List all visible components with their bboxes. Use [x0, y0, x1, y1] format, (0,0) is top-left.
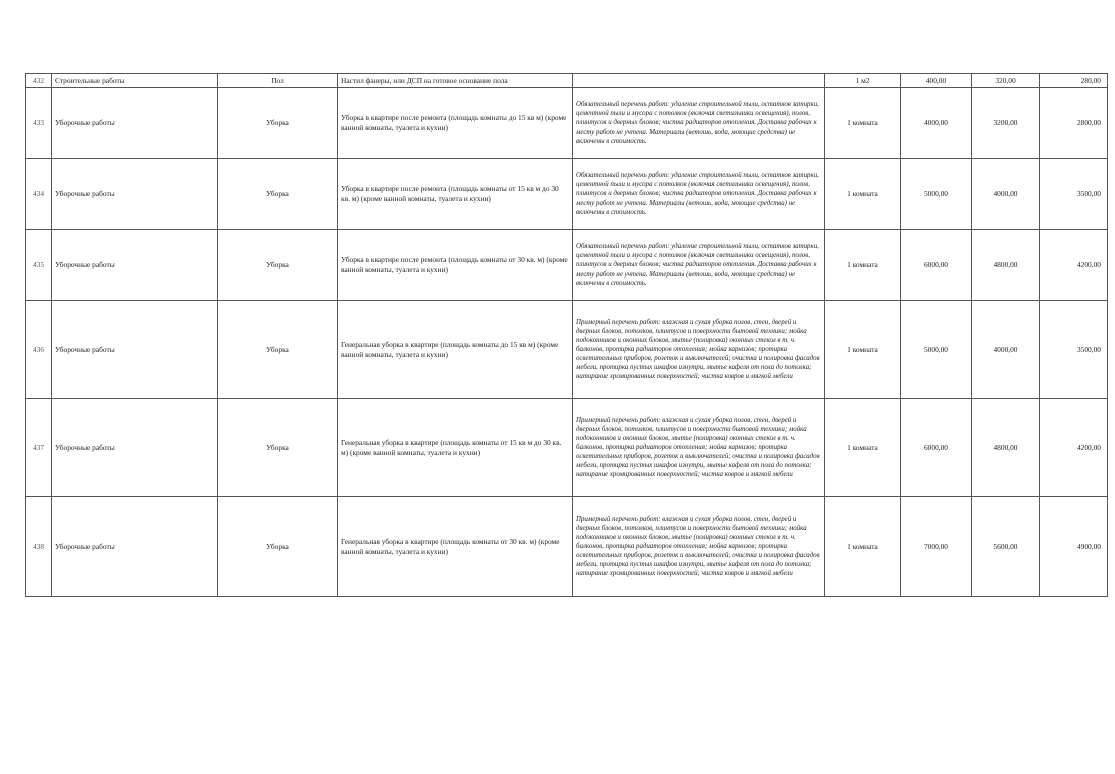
price-column-3: 3500,00 [1040, 159, 1108, 230]
work-name: Настил фанеры, или ДСП на готовое основание пола [338, 74, 573, 88]
table-row [26, 497, 1108, 597]
work-name: Генеральная уборка в квартире (площадь комнаты от 30 кв. м) (кроме ванной комнаты, туалета и кухни) [338, 497, 573, 597]
work-type: Уборка [218, 159, 338, 230]
price-column-2: 320,00 [972, 74, 1040, 88]
price-column-1: 4000,00 [901, 88, 972, 159]
table-row [26, 159, 1108, 230]
unit-of-measure: 1 комната [825, 399, 901, 497]
work-description: Обязательный перечень работ: удаление строительной пыли, остатков затирки, цементной пыли и мусора с потолков (включая светильники освещения), полов, плинтусов и дверных блоков; чистка радиаторов отопления. Доставка рабочих к месту работ не учтена. Материалы (ветошь, вода, моющие средства) не включены в стоимость. [573, 230, 825, 301]
unit-of-measure: 1 комната [825, 230, 901, 301]
table-row [26, 301, 1108, 399]
price-column-2: 4800,00 [972, 230, 1040, 301]
work-type: Пол [218, 74, 338, 88]
table-body [26, 74, 1108, 597]
work-name: Генеральная уборка в квартире (площадь комнаты до 15 кв м) (кроме ванной комнаты, туалета и кухни) [338, 301, 573, 399]
price-column-3: 4900,00 [1040, 497, 1108, 597]
work-description: Примерный перечень работ: влажная и сухая уборка полов, стен, дверей и дверных блоков, потолков, плинтусов и поверхности бытовой техники; мойка подоконников и оконных блоков, мытье (полировка) оконных стекол в т. ч. балконов, протирка радиаторов отопления; мойка карнизов; протирка осветительных приборов, розеток и выключателей; очистка и полировка фасадов мебели, протирка пустых шкафов изнутри, мытье кафеля от пола до потолка; натирание хромированных поверхностей; чистка ковров и мягкой мебели [573, 301, 825, 399]
row-number: 438 [26, 497, 52, 597]
table-row [26, 399, 1108, 497]
price-column-1: 5000,00 [901, 159, 972, 230]
unit-of-measure: 1 комната [825, 497, 901, 597]
price-column-1: 7000,00 [901, 497, 972, 597]
work-category: Уборочные работы [52, 230, 218, 301]
work-category: Строительные работы [52, 74, 218, 88]
price-column-3: 4200,00 [1040, 230, 1108, 301]
row-number: 437 [26, 399, 52, 497]
work-category: Уборочные работы [52, 301, 218, 399]
work-name: Уборка в квартире после ремонта (площадь комнаты от 15 кв м до 30 кв. м) (кроме ванной комнаты, туалета и кухни) [338, 159, 573, 230]
unit-of-measure: 1 комната [825, 301, 901, 399]
unit-of-measure: 1 комната [825, 88, 901, 159]
work-name: Генеральная уборка в квартире (площадь комнаты от 15 кв м до 30 кв. м) (кроме ванной комнаты, туалета и кухни) [338, 399, 573, 497]
price-column-2: 4000,00 [972, 301, 1040, 399]
table-row [26, 230, 1108, 301]
work-description: Обязательный перечень работ: удаление строительной пыли, остатков затирки, цементной пыли и мусора с потолков (включая светильники освещения), полов, плинтусов и дверных блоков; чистка радиаторов отопления. Доставка рабочих к месту работ не учтена. Материалы (ветошь, вода, моющие средства) не включены в стоимость. [573, 159, 825, 230]
work-category: Уборочные работы [52, 497, 218, 597]
row-number: 436 [26, 301, 52, 399]
price-table [25, 73, 1108, 597]
price-column-1: 6000,00 [901, 399, 972, 497]
work-type: Уборка [218, 497, 338, 597]
row-number: 434 [26, 159, 52, 230]
work-type: Уборка [218, 230, 338, 301]
work-type: Уборка [218, 88, 338, 159]
unit-of-measure: 1 м2 [825, 74, 901, 88]
price-list-sheet [25, 73, 1107, 597]
work-type: Уборка [218, 301, 338, 399]
table-row [26, 88, 1108, 159]
price-column-1: 5000,00 [901, 301, 972, 399]
work-category: Уборочные работы [52, 88, 218, 159]
work-name: Уборка в квартире после ремонта (площадь комнаты от 30 кв. м) (кроме ванной комнаты, туалета и кухни) [338, 230, 573, 301]
work-description: Примерный перечень работ: влажная и сухая уборка полов, стен, дверей и дверных блоков, потолков, плинтусов и поверхности бытовой техники; мойка подоконников и оконных блоков, мытье (полировка) оконных стекол в т. ч. балконов, протирка радиаторов отопления; мойка карнизов; протирка осветительных приборов, розеток и выключателей; очистка и полировка фасадов мебели, протирка пустых шкафов изнутри, мытье кафеля от пола до потолка; натирание хромированных поверхностей; чистка ковров и мягкой мебели [573, 497, 825, 597]
price-column-3: 2800,00 [1040, 88, 1108, 159]
price-column-3: 4200,00 [1040, 399, 1108, 497]
price-column-3: 280,00 [1040, 74, 1108, 88]
price-column-1: 6000,00 [901, 230, 972, 301]
price-column-2: 3200,00 [972, 88, 1040, 159]
work-description [573, 74, 825, 88]
unit-of-measure: 1 комната [825, 159, 901, 230]
work-description: Обязательный перечень работ: удаление строительной пыли, остатков затирки, цементной пыли и мусора с потолков (включая светильники освещения), полов, плинтусов и дверных блоков; чистка радиаторов отопления. Доставка рабочих к месту работ не учтена. Материалы (ветошь, вода, моющие средства) не включены в стоимость. [573, 88, 825, 159]
row-number: 432 [26, 74, 52, 88]
work-description: Примерный перечень работ: влажная и сухая уборка полов, стен, дверей и дверных блоков, потолков, плинтусов и поверхности бытовой техники; мойка подоконников и оконных блоков, мытье (полировка) оконных стекол в т. ч. балконов, протирка радиаторов отопления; мойка карнизов; протирка осветительных приборов, розеток и выключателей; очистка и полировка фасадов мебели, протирка пустых шкафов изнутри, мытье кафеля от пола до потолка; натирание хромированных поверхностей; чистка ковров и мягкой мебели [573, 399, 825, 497]
price-column-3: 3500,00 [1040, 301, 1108, 399]
row-number: 435 [26, 230, 52, 301]
work-category: Уборочные работы [52, 159, 218, 230]
table-row [26, 74, 1108, 88]
row-number: 433 [26, 88, 52, 159]
price-column-1: 400,00 [901, 74, 972, 88]
work-name: Уборка в квартире после ремонта (площадь комнаты до 15 кв м) (кроме ванной комнаты, туалета и кухни) [338, 88, 573, 159]
work-category: Уборочные работы [52, 399, 218, 497]
work-type: Уборка [218, 399, 338, 497]
price-column-2: 4000,00 [972, 159, 1040, 230]
price-column-2: 5600,00 [972, 497, 1040, 597]
price-column-2: 4800,00 [972, 399, 1040, 497]
